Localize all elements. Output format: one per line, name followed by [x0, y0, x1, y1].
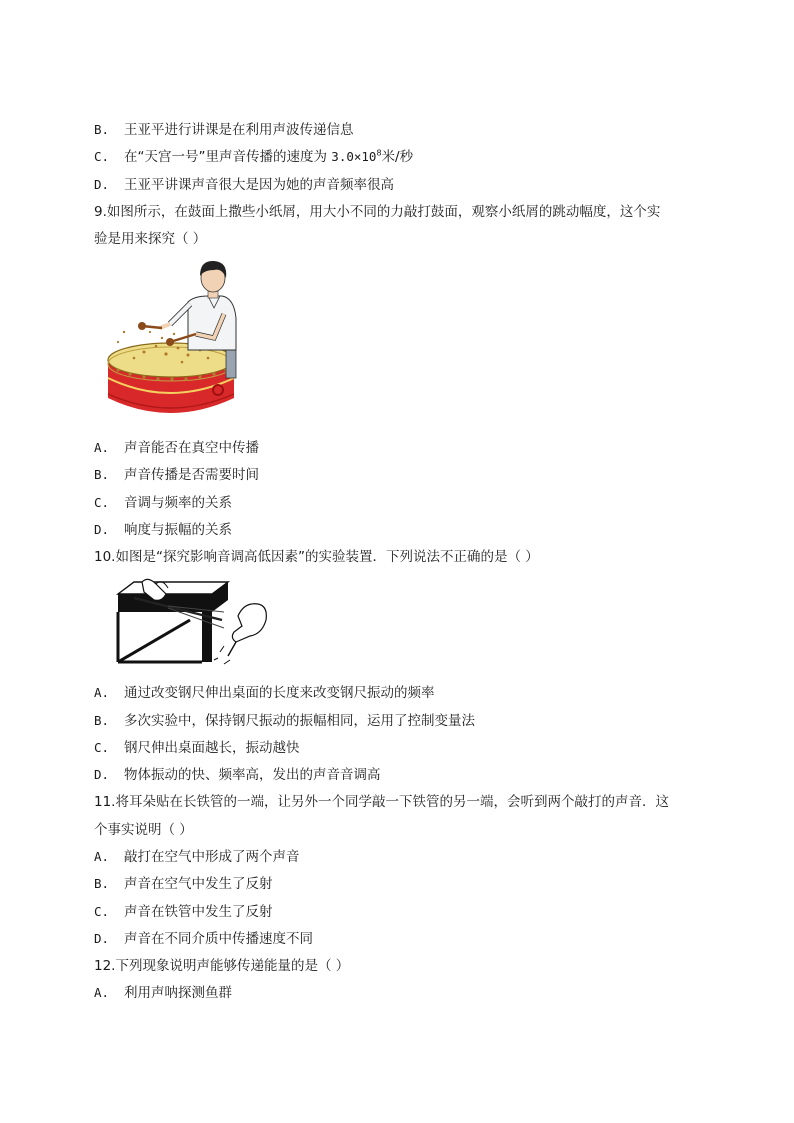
q8-option-b: B. 王亚平进行讲课是在利用声波传递信息	[94, 122, 354, 138]
q12-stem: 12.下列现象说明声能够传递能量的是（ ）	[94, 958, 350, 974]
q11-option-b: B. 声音在空气中发生了反射	[94, 876, 273, 892]
q10-option-b: B. 多次实验中，保持钢尺振动的振幅相同，运用了控制变量法	[94, 713, 475, 729]
q10-option-c: C. 钢尺伸出桌面越长，振动越快	[94, 740, 300, 756]
q10-option-d: D. 物体振动的快、频率高，发出的声音音调高	[94, 767, 381, 783]
drum-experiment-figure	[104, 258, 238, 424]
q12-option-a: A. 利用声呐探测鱼群	[94, 985, 232, 1001]
q11-stem-line2: 个事实说明（ ）	[94, 822, 193, 838]
q11-option-a: A. 敲打在空气中形成了两个声音	[94, 849, 300, 865]
q11-option-d: D. 声音在不同介质中传播速度不同	[94, 931, 313, 947]
q9-option-a: A. 声音能否在真空中传播	[94, 440, 259, 456]
q9-stem-line1: 9.如图所示，在鼓面上撒些小纸屑，用大小不同的力敲打鼓面，观察小纸屑的跳动幅度，这个实	[94, 204, 661, 220]
steel-ruler-experiment-figure	[112, 576, 274, 666]
q9-option-d: D. 响度与振幅的关系	[94, 522, 232, 538]
q11-stem-line1: 11.将耳朵贴在长铁管的一端，让另外一个同学敲一下铁管的另一端，会听到两个敲打的声音．这	[94, 794, 669, 810]
plucking-hand	[232, 604, 266, 642]
q9-stem-line2: 验是用来探究（ ）	[94, 231, 207, 247]
q11-option-c: C. 声音在铁管中发生了反射	[94, 904, 273, 920]
q10-stem: 10.如图是“探究影响音调高低因素”的实验装置．下列说法不正确的是（ ）	[94, 549, 539, 565]
q8-option-c: C. 在“天宫一号”里声音传播的速度为 $3.0\times 10^8$米/秒	[94, 148, 414, 165]
q8-option-d: D. 王亚平讲课声音很大是因为她的声音频率很高	[94, 177, 394, 193]
q10-option-a: A. 通过改变钢尺伸出桌面的长度来改变钢尺振动的频率	[94, 685, 435, 701]
q9-option-b: B. 声音传播是否需要时间	[94, 467, 259, 483]
q9-option-c: C. 音调与频率的关系	[94, 495, 232, 511]
